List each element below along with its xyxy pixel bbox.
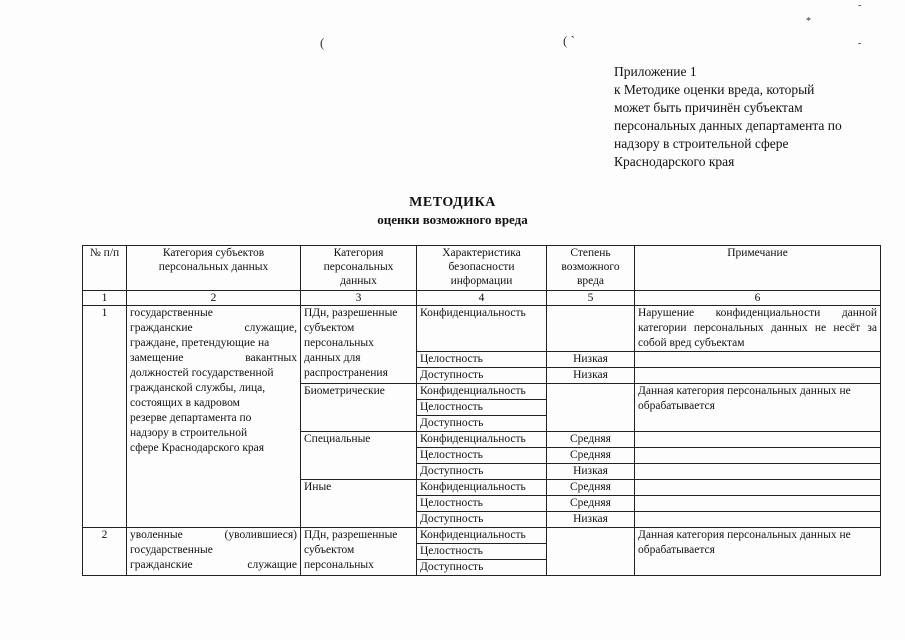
- subject-line: надзору в строительной: [130, 427, 248, 439]
- header-number: № п/п: [83, 246, 127, 291]
- degree-cell: Средняя: [547, 480, 635, 496]
- degree-cell: Низкая: [547, 464, 635, 480]
- header-security-characteristic: Характеристика безопасности информации: [417, 246, 547, 291]
- column-number: 2: [127, 291, 301, 306]
- subject-category-cell: [127, 306, 301, 528]
- characteristic-cell: Конфиденциальность: [417, 432, 547, 448]
- note-cell: [635, 448, 881, 464]
- data-category-cell: [301, 306, 417, 384]
- characteristic-cell: Целостность: [417, 448, 547, 464]
- degree-cell: Средняя: [547, 496, 635, 512]
- category-line: ПДн, разрешенные: [304, 529, 398, 541]
- subject-line: резерве департамента по: [130, 412, 252, 424]
- characteristic-cell: Доступность: [417, 416, 547, 432]
- table-header-row: [83, 246, 881, 291]
- degree-cell: [547, 528, 635, 576]
- data-category-cell: Иные: [301, 480, 417, 528]
- column-number: 5: [547, 291, 635, 306]
- note-cell: Данная категория персональных данных не обрабатывается: [635, 528, 881, 576]
- subject-line: должностей государственной: [130, 367, 274, 379]
- note-cell: [635, 480, 881, 496]
- header-data-category: Категория персональных данных: [301, 246, 417, 291]
- degree-cell: Низкая: [547, 352, 635, 368]
- subject-line: государственные: [130, 544, 213, 556]
- characteristic-cell: Целостность: [417, 400, 547, 416]
- subject-line: состоящих в кадровом: [130, 397, 240, 409]
- subject-line: гражданские служащие: [130, 559, 297, 571]
- characteristic-cell: Целостность: [417, 496, 547, 512]
- note-cell: [635, 368, 881, 384]
- appendix-line: может быть причинён субъектам: [614, 100, 803, 115]
- category-line: данных для: [304, 352, 361, 364]
- column-number: 6: [635, 291, 881, 306]
- category-line: персональных: [304, 337, 374, 349]
- category-line: распространения: [304, 367, 388, 379]
- scan-artifact: *: [806, 16, 811, 27]
- note-cell: Данная категория персональных данных не обрабатывается: [635, 384, 881, 432]
- subject-line: гражданские служащие,: [130, 322, 297, 334]
- column-number: 3: [301, 291, 417, 306]
- table-row: [83, 306, 881, 352]
- degree-cell: [547, 384, 635, 432]
- document-title: МЕТОДИКА: [409, 195, 496, 210]
- category-line: субъектом: [304, 544, 355, 556]
- note-cell: [635, 432, 881, 448]
- table-row: [83, 528, 881, 544]
- note-cell: [635, 512, 881, 528]
- degree-cell: Средняя: [547, 448, 635, 464]
- column-number: 4: [417, 291, 547, 306]
- appendix-line: персональных данных департамента по: [614, 118, 842, 133]
- note-cell: [635, 464, 881, 480]
- column-number: 1: [83, 291, 127, 306]
- scan-artifact: (: [320, 35, 325, 50]
- note-cell: [635, 496, 881, 512]
- scan-artifact: ( `: [563, 33, 575, 48]
- characteristic-cell: Доступность: [417, 512, 547, 528]
- characteristic-cell: Доступность: [417, 464, 547, 480]
- subject-line: государственные: [130, 307, 213, 319]
- characteristic-cell: Целостность: [417, 544, 547, 560]
- subject-line: уволенные (уволившиеся): [130, 529, 297, 541]
- degree-cell: Средняя: [547, 432, 635, 448]
- header-harm-degree: Степень возможного вреда: [547, 246, 635, 291]
- degree-cell: [547, 306, 635, 352]
- degree-cell: Низкая: [547, 512, 635, 528]
- category-line: субъектом: [304, 322, 355, 334]
- category-line: персональных: [304, 559, 374, 571]
- characteristic-cell: Конфиденциальность: [417, 480, 547, 496]
- document-subtitle: оценки возможного вреда: [377, 212, 528, 227]
- characteristic-cell: Целостность: [417, 352, 547, 368]
- scan-artifact: -: [858, 0, 862, 11]
- harm-assessment-table: [82, 245, 881, 576]
- appendix-line: Приложение 1: [614, 64, 697, 79]
- data-category-cell: Специальные: [301, 432, 417, 480]
- data-category-cell: Биометрические: [301, 384, 417, 432]
- degree-cell: Низкая: [547, 368, 635, 384]
- subject-line: гражданской службы, лица,: [130, 382, 266, 394]
- appendix-note: [614, 63, 889, 171]
- characteristic-cell: Конфиденциальность: [417, 306, 547, 352]
- header-subject-category: Категория субъектов персональных данных: [127, 246, 301, 291]
- characteristic-cell: Конфиденциальность: [417, 384, 547, 400]
- note-cell: Нарушение конфиденциальности данной категории персональных данных не несёт за собой вред субъектам: [635, 306, 881, 352]
- appendix-line: надзору в строительной сфере: [614, 136, 789, 151]
- subject-line: замещение вакантных: [130, 352, 297, 364]
- subject-line: сфере Краснодарского края: [130, 442, 265, 454]
- note-cell: [635, 352, 881, 368]
- subject-line: граждане, претендующие на: [130, 337, 270, 349]
- characteristic-cell: Конфиденциальность: [417, 528, 547, 544]
- category-line: ПДн, разрешенные: [304, 307, 398, 319]
- column-number-row: [83, 291, 881, 306]
- row-number: 2: [83, 528, 127, 576]
- row-number: 1: [83, 306, 127, 528]
- subject-category-cell: [127, 528, 301, 576]
- characteristic-cell: Доступность: [417, 560, 547, 576]
- appendix-line: Краснодарского края: [614, 154, 735, 169]
- data-category-cell: [301, 528, 417, 576]
- characteristic-cell: Доступность: [417, 368, 547, 384]
- header-note: Примечание: [635, 246, 881, 291]
- appendix-line: к Методике оценки вреда, который: [614, 82, 815, 97]
- scan-artifact: -: [858, 38, 862, 49]
